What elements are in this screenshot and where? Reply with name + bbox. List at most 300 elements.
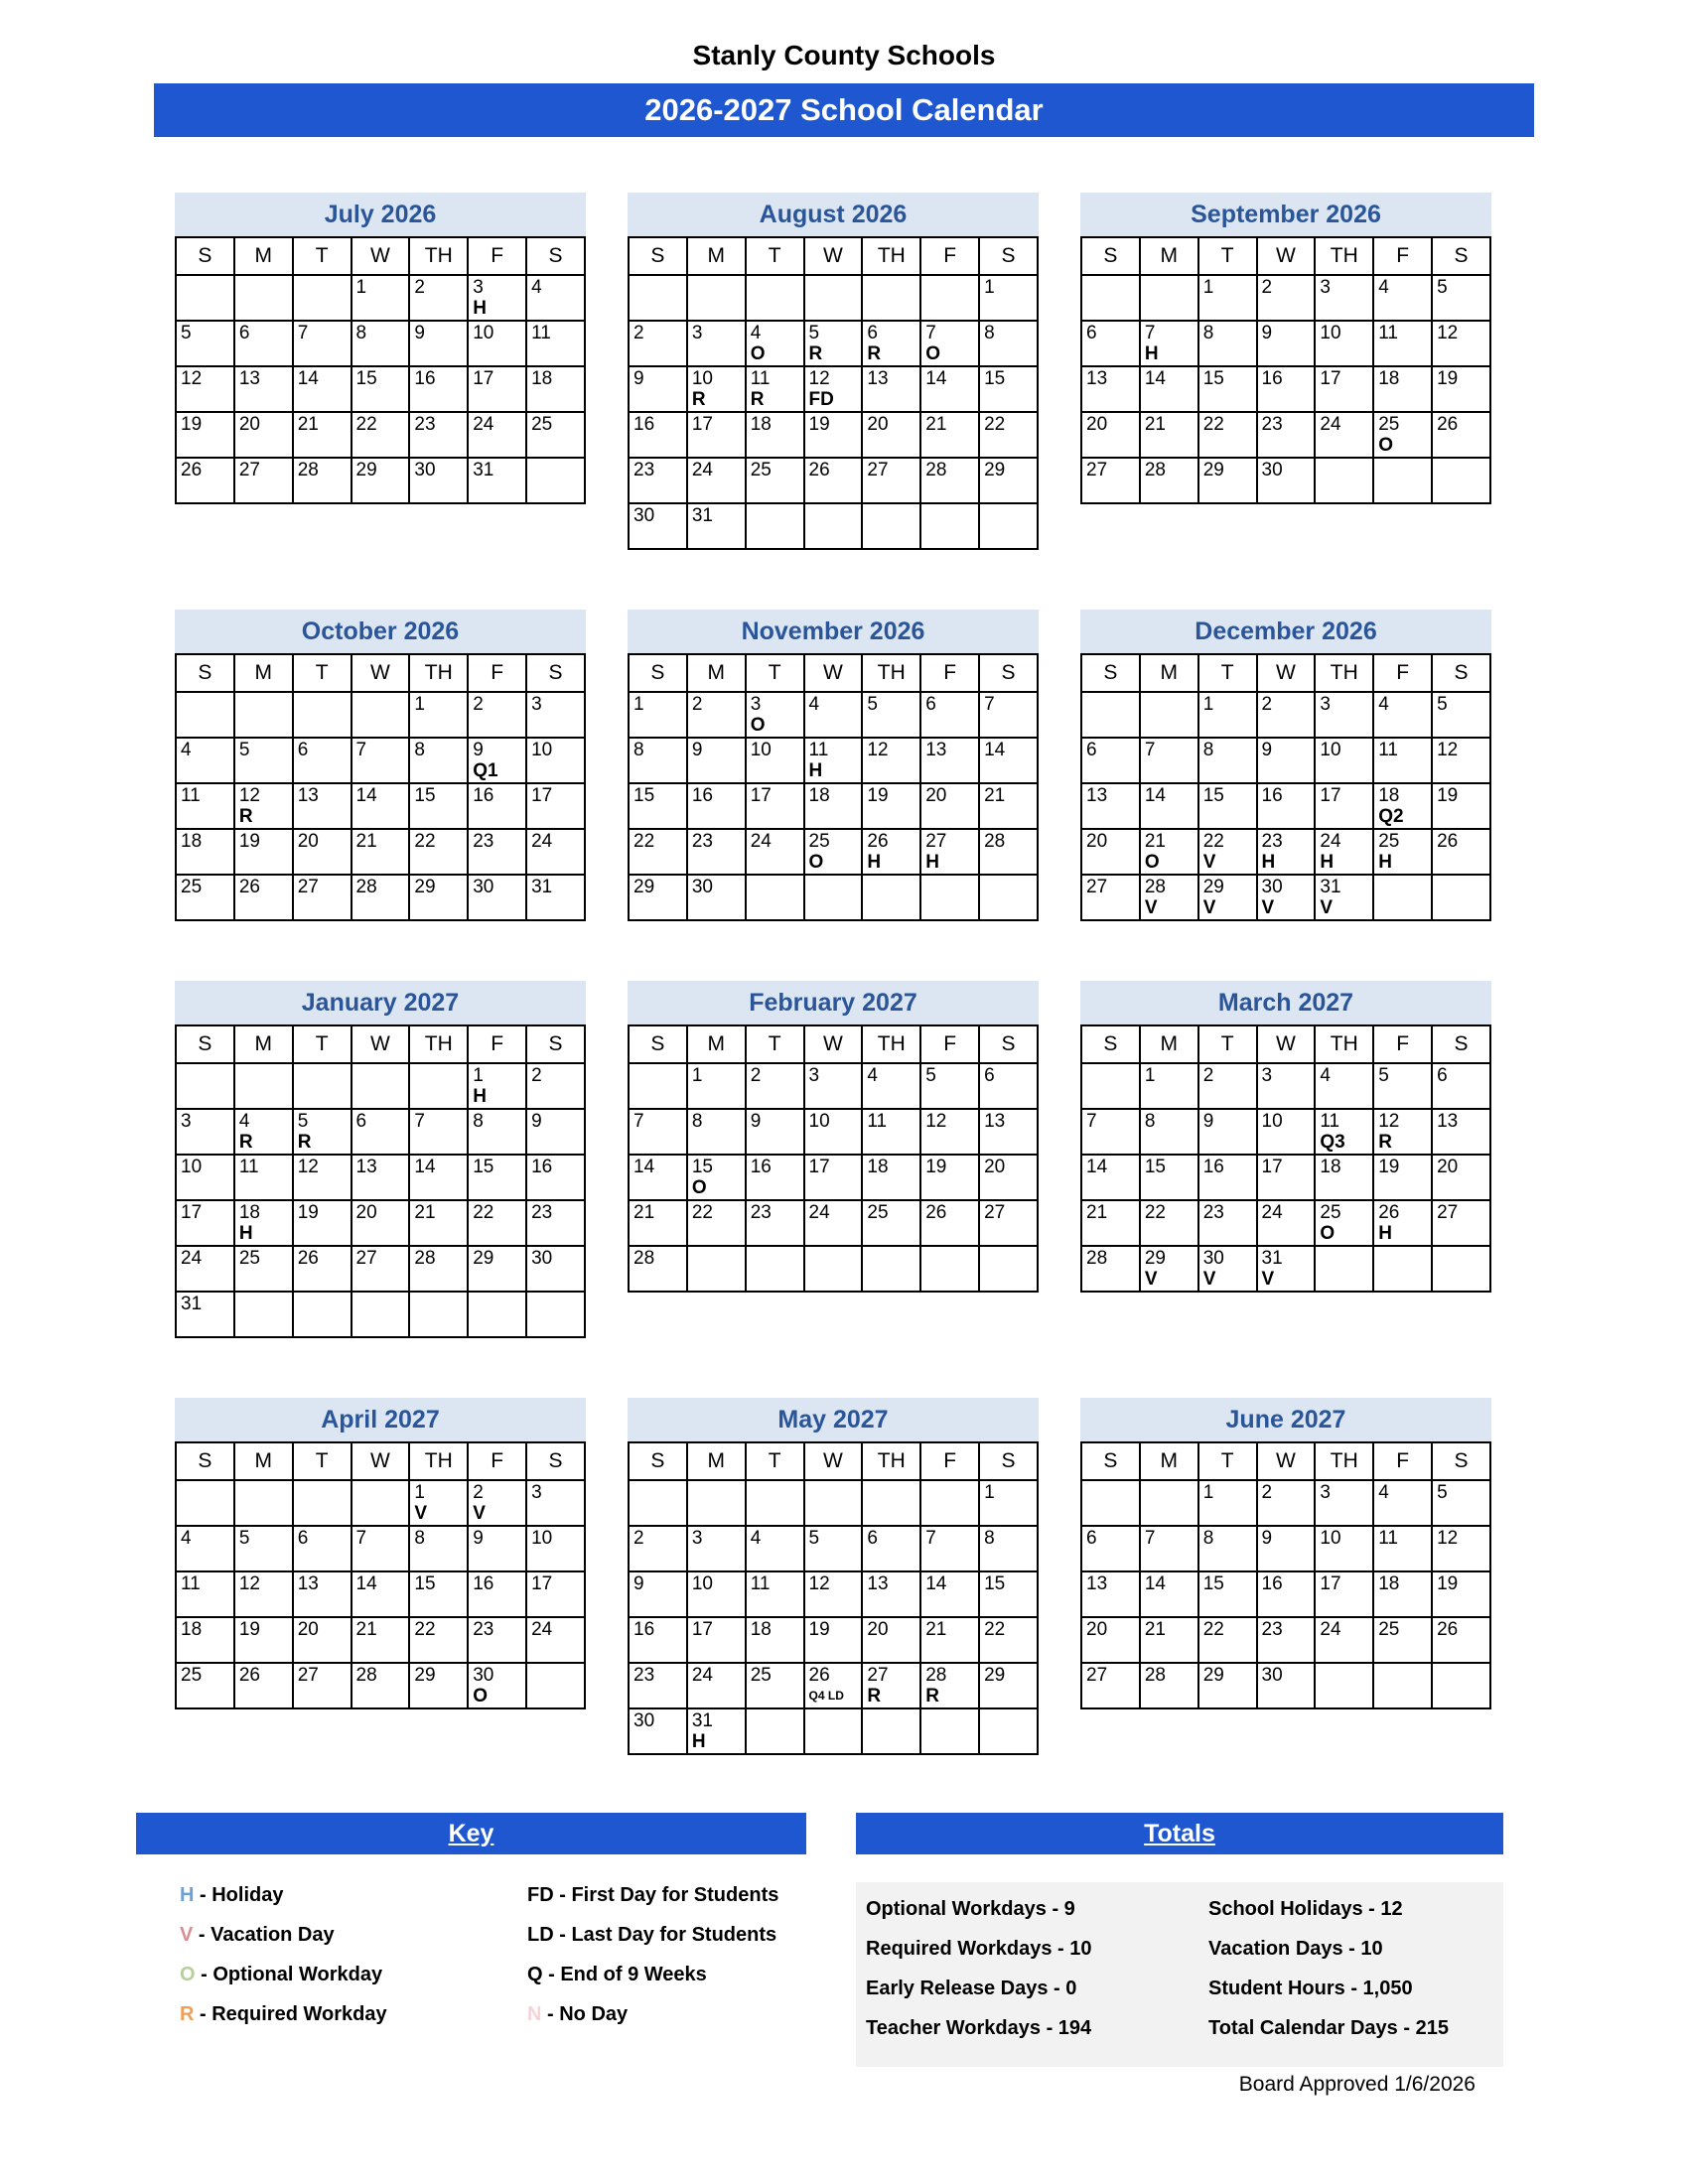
day-number: 12 — [925, 1111, 947, 1132]
day-number: 10 — [1320, 1528, 1341, 1549]
day-marker: V — [1320, 897, 1334, 918]
day-marker: O — [691, 1177, 707, 1198]
day-cell — [176, 275, 234, 321]
day-cell — [1315, 875, 1373, 920]
day-number: 1 — [1202, 1482, 1214, 1503]
bottom-section — [136, 1813, 1506, 2097]
day-cell — [1140, 1480, 1198, 1526]
day-marker: R — [808, 343, 823, 364]
key-item-h — [180, 1884, 527, 1924]
day-cell — [176, 692, 234, 738]
day-cell — [293, 829, 352, 875]
day-number: 13 — [1086, 368, 1108, 389]
day-cell — [629, 366, 687, 412]
day-number: 22 — [1202, 831, 1224, 852]
day-cell — [1198, 1526, 1257, 1571]
day-number: 14 — [925, 368, 947, 389]
day-cell — [293, 692, 352, 738]
day-cell — [920, 1663, 979, 1708]
day-number: 7 — [1144, 323, 1156, 343]
day-number: 8 — [984, 323, 995, 343]
day-cell — [234, 738, 293, 783]
day-number: 8 — [691, 1111, 703, 1132]
day-number: 18 — [181, 831, 203, 852]
day-cell — [629, 1571, 687, 1617]
day-cell — [862, 1663, 920, 1708]
day-cell — [804, 829, 863, 875]
day-number: 5 — [1437, 277, 1448, 298]
day-cell — [920, 1155, 979, 1200]
day-number: 27 — [867, 1665, 889, 1686]
day-number: 8 — [633, 740, 644, 760]
day-cell — [1432, 783, 1490, 829]
day-cell — [862, 503, 920, 549]
day-number: 11 — [1320, 1111, 1340, 1132]
day-number: 24 — [531, 831, 553, 852]
day-number: 14 — [355, 785, 377, 806]
day-number: 3 — [531, 1482, 542, 1503]
calendar-title-banner — [154, 83, 1534, 137]
day-marker: V — [473, 1503, 486, 1524]
day-number: 5 — [238, 1528, 250, 1549]
day-header: TH — [862, 1025, 920, 1063]
day-number: 19 — [1437, 785, 1459, 806]
month-table — [1080, 1441, 1491, 1709]
day-cell — [629, 1708, 687, 1754]
day-number: 22 — [984, 1619, 1006, 1640]
day-cell — [746, 1063, 804, 1109]
day-number: 2 — [414, 277, 425, 298]
day-number: 3 — [531, 694, 542, 715]
day-cell — [746, 692, 804, 738]
day-number: 29 — [1144, 1248, 1166, 1269]
day-marker: O — [1144, 852, 1160, 873]
day-cell — [293, 783, 352, 829]
day-cell — [293, 275, 352, 321]
day-cell — [862, 1200, 920, 1246]
day-number: 21 — [1144, 1619, 1166, 1640]
day-header: S — [979, 237, 1038, 275]
day-number: 12 — [808, 1573, 830, 1594]
day-cell — [862, 1246, 920, 1292]
day-number: 25 — [867, 1202, 889, 1223]
day-number: 15 — [633, 785, 655, 806]
day-cell — [468, 1063, 526, 1109]
day-header: F — [920, 237, 979, 275]
day-number: 5 — [1437, 1482, 1448, 1503]
day-number: 7 — [1144, 740, 1156, 760]
day-cell — [468, 1526, 526, 1571]
day-number: 18 — [238, 1202, 260, 1223]
day-header: M — [1140, 1442, 1198, 1480]
day-number: 10 — [1320, 323, 1341, 343]
day-number: 5 — [925, 1065, 936, 1086]
day-cell — [1257, 1526, 1316, 1571]
day-cell — [1257, 1571, 1316, 1617]
day-header: F — [468, 654, 526, 692]
day-number: 30 — [1261, 877, 1283, 897]
day-number: 20 — [1086, 831, 1108, 852]
day-number: 1 — [984, 1482, 995, 1503]
day-number: 9 — [473, 1528, 484, 1549]
day-number: 17 — [473, 368, 494, 389]
day-number: 26 — [867, 831, 889, 852]
day-header: S — [526, 1442, 585, 1480]
day-marker: H — [1261, 852, 1276, 873]
day-cell — [862, 1526, 920, 1571]
day-number: 6 — [1086, 1528, 1097, 1549]
day-number: 14 — [297, 368, 319, 389]
day-cell — [862, 783, 920, 829]
day-cell — [1432, 1063, 1490, 1109]
day-cell — [352, 738, 410, 783]
day-cell — [862, 1617, 920, 1663]
day-cell — [1140, 458, 1198, 503]
day-cell — [1315, 1155, 1373, 1200]
day-marker: R — [238, 1132, 253, 1153]
day-cell — [1140, 1155, 1198, 1200]
day-cell — [862, 1109, 920, 1155]
day-number: 14 — [1144, 1573, 1166, 1594]
day-number: 29 — [414, 877, 436, 897]
day-cell — [979, 366, 1038, 412]
day-number: 10 — [531, 1528, 553, 1549]
day-cell — [920, 1480, 979, 1526]
day-cell — [468, 1200, 526, 1246]
month-table — [628, 1441, 1039, 1755]
day-cell — [746, 1617, 804, 1663]
month-may-2027 — [628, 1398, 1039, 1755]
day-cell — [1198, 1063, 1257, 1109]
day-number: 10 — [808, 1111, 830, 1132]
day-cell — [409, 1155, 468, 1200]
day-number: 13 — [1086, 785, 1108, 806]
day-cell — [234, 783, 293, 829]
day-number: 1 — [355, 277, 367, 298]
totals-item: School Holidays - 12 — [1208, 1898, 1403, 1920]
day-cell — [746, 275, 804, 321]
totals-item: Optional Workdays - 9 — [866, 1898, 1075, 1920]
day-number: 30 — [691, 877, 713, 897]
day-cell — [1432, 321, 1490, 366]
month-title: September 2026 — [1080, 193, 1491, 236]
totals-block — [856, 1813, 1503, 2097]
day-cell — [629, 503, 687, 549]
day-cell — [176, 1063, 234, 1109]
day-cell — [979, 1663, 1038, 1708]
day-number: 23 — [1261, 831, 1283, 852]
day-number: 10 — [691, 1573, 713, 1594]
day-cell — [1081, 738, 1140, 783]
day-cell — [468, 829, 526, 875]
day-cell — [629, 738, 687, 783]
day-cell — [979, 783, 1038, 829]
day-number: 22 — [1202, 1619, 1224, 1640]
key-label: - Vacation Day — [193, 1924, 335, 1946]
day-marker: H — [867, 852, 882, 873]
month-title: February 2027 — [628, 981, 1039, 1024]
day-header: S — [629, 654, 687, 692]
day-cell — [687, 1708, 746, 1754]
day-cell — [746, 458, 804, 503]
month-january-2027 — [175, 981, 586, 1338]
day-cell — [920, 1617, 979, 1663]
day-marker: O — [473, 1686, 489, 1706]
day-cell — [746, 366, 804, 412]
day-number: 24 — [1320, 831, 1341, 852]
day-number: 23 — [473, 1619, 494, 1640]
day-cell — [687, 1246, 746, 1292]
day-number: 28 — [355, 1665, 377, 1686]
day-cell — [409, 875, 468, 920]
day-cell — [293, 1246, 352, 1292]
day-cell — [1373, 692, 1432, 738]
day-number: 25 — [1378, 831, 1400, 852]
day-cell — [629, 1109, 687, 1155]
day-marker: H — [1378, 852, 1392, 873]
day-cell — [979, 1063, 1038, 1109]
totals-col-left — [866, 1898, 1208, 2057]
day-cell — [1315, 1246, 1373, 1292]
day-cell — [1373, 1571, 1432, 1617]
day-cell — [234, 366, 293, 412]
day-cell — [409, 1292, 468, 1337]
day-marker: O — [925, 343, 941, 364]
day-number: 16 — [633, 414, 655, 435]
day-number: 4 — [867, 1065, 878, 1086]
day-number: 14 — [1086, 1157, 1108, 1177]
day-header: W — [352, 237, 410, 275]
day-cell — [920, 829, 979, 875]
day-cell — [526, 738, 585, 783]
day-number: 17 — [691, 414, 713, 435]
day-cell — [746, 875, 804, 920]
key-item-n — [527, 2003, 778, 2043]
day-cell — [1373, 1526, 1432, 1571]
day-cell — [1081, 321, 1140, 366]
day-number: 13 — [867, 368, 889, 389]
day-cell — [1198, 321, 1257, 366]
day-header: TH — [862, 654, 920, 692]
day-number: 20 — [1086, 1619, 1108, 1640]
day-number: 30 — [633, 1710, 655, 1731]
day-number: 15 — [473, 1157, 494, 1177]
day-header: S — [1432, 1025, 1490, 1063]
day-cell — [176, 1480, 234, 1526]
day-cell — [629, 783, 687, 829]
day-cell — [1373, 1480, 1432, 1526]
day-number: 18 — [1320, 1157, 1341, 1177]
day-number: 7 — [297, 323, 309, 343]
day-cell — [468, 875, 526, 920]
day-cell — [1081, 1480, 1140, 1526]
day-number: 7 — [925, 1528, 936, 1549]
day-number: 25 — [181, 877, 203, 897]
day-number: 3 — [691, 323, 703, 343]
day-header: F — [1373, 237, 1432, 275]
day-number: 19 — [181, 414, 203, 435]
day-number: 2 — [633, 1528, 644, 1549]
day-number: 10 — [750, 740, 772, 760]
day-number: 28 — [925, 460, 947, 480]
day-number: 19 — [925, 1157, 947, 1177]
day-cell — [1257, 1246, 1316, 1292]
day-number: 27 — [925, 831, 947, 852]
day-number: 21 — [1086, 1202, 1108, 1223]
day-number: 4 — [1378, 694, 1389, 715]
day-marker: R — [297, 1132, 312, 1153]
key-col-right — [527, 1884, 778, 2043]
day-cell — [293, 1200, 352, 1246]
day-cell — [1081, 783, 1140, 829]
day-number: 4 — [750, 323, 762, 343]
day-cell — [1257, 366, 1316, 412]
key-code: N — [527, 2003, 542, 2025]
day-cell — [979, 1200, 1038, 1246]
day-number: 26 — [297, 1248, 319, 1269]
day-header: F — [468, 237, 526, 275]
day-number: 23 — [691, 831, 713, 852]
day-header: F — [1373, 1025, 1432, 1063]
day-cell — [1140, 1109, 1198, 1155]
day-marker: Q4 LD — [808, 1689, 844, 1703]
day-header: W — [804, 237, 863, 275]
day-number: 1 — [473, 1065, 484, 1086]
day-header: S — [1081, 1442, 1140, 1480]
day-cell — [526, 1571, 585, 1617]
day-cell — [1315, 783, 1373, 829]
day-number: 27 — [355, 1248, 377, 1269]
day-marker: R — [750, 389, 765, 410]
key-item-q — [527, 1964, 778, 2003]
day-marker: H — [925, 852, 939, 873]
month-september-2026 — [1080, 193, 1491, 504]
day-cell — [1198, 1480, 1257, 1526]
day-cell — [409, 412, 468, 458]
day-cell — [1198, 1155, 1257, 1200]
day-number: 1 — [691, 1065, 703, 1086]
day-cell — [862, 692, 920, 738]
day-number: 9 — [531, 1111, 542, 1132]
day-cell — [352, 1155, 410, 1200]
day-number: 3 — [1320, 694, 1331, 715]
day-number: 13 — [1437, 1111, 1459, 1132]
day-number: 31 — [1261, 1248, 1283, 1269]
day-header: F — [1373, 1442, 1432, 1480]
day-cell — [687, 783, 746, 829]
day-cell — [746, 1200, 804, 1246]
day-cell — [687, 458, 746, 503]
day-number: 10 — [531, 740, 553, 760]
day-cell — [526, 1155, 585, 1200]
day-cell — [629, 1063, 687, 1109]
day-cell — [352, 1063, 410, 1109]
day-number: 16 — [1202, 1157, 1224, 1177]
day-cell — [687, 875, 746, 920]
day-header: S — [629, 237, 687, 275]
day-number: 16 — [473, 785, 494, 806]
day-number: 8 — [355, 323, 367, 343]
day-number: 11 — [181, 1573, 201, 1594]
day-cell — [1373, 366, 1432, 412]
day-cell — [804, 1480, 863, 1526]
day-header: T — [1198, 1025, 1257, 1063]
day-number: 4 — [1320, 1065, 1331, 1086]
day-cell — [409, 783, 468, 829]
day-number: 22 — [414, 1619, 436, 1640]
totals-col-right — [1208, 1898, 1449, 2057]
month-title: December 2026 — [1080, 610, 1491, 653]
day-cell — [862, 1063, 920, 1109]
day-number: 3 — [473, 277, 484, 298]
day-cell — [234, 321, 293, 366]
day-cell — [746, 1480, 804, 1526]
day-cell — [176, 829, 234, 875]
day-number: 24 — [1261, 1202, 1283, 1223]
day-cell — [176, 1571, 234, 1617]
day-number: 16 — [1261, 785, 1283, 806]
day-cell — [1257, 1663, 1316, 1708]
day-cell — [409, 1200, 468, 1246]
day-header: W — [352, 654, 410, 692]
day-number: 13 — [297, 1573, 319, 1594]
day-number: 5 — [808, 1528, 820, 1549]
day-cell — [468, 1663, 526, 1708]
day-number: 12 — [181, 368, 203, 389]
day-cell — [468, 1571, 526, 1617]
day-number: 13 — [238, 368, 260, 389]
day-number: 25 — [531, 414, 553, 435]
key-code: V — [180, 1924, 194, 1946]
day-marker: O — [1378, 435, 1394, 456]
month-april-2027 — [175, 1398, 586, 1709]
day-cell — [1315, 458, 1373, 503]
day-cell — [629, 275, 687, 321]
day-cell — [746, 1663, 804, 1708]
day-number: 28 — [925, 1665, 947, 1686]
key-title: Key — [448, 1819, 494, 1847]
day-number: 25 — [1378, 1619, 1400, 1640]
day-cell — [176, 1663, 234, 1708]
day-header: TH — [409, 1442, 468, 1480]
day-cell — [409, 1063, 468, 1109]
day-header: TH — [409, 654, 468, 692]
day-number: 25 — [750, 1665, 772, 1686]
day-cell — [804, 366, 863, 412]
day-cell — [979, 1155, 1038, 1200]
day-number: 4 — [808, 694, 820, 715]
day-cell — [526, 692, 585, 738]
day-cell — [1432, 412, 1490, 458]
day-header: M — [687, 1025, 746, 1063]
day-cell — [352, 1571, 410, 1617]
day-header: TH — [862, 237, 920, 275]
day-cell — [1257, 1155, 1316, 1200]
key-item-fd — [527, 1884, 778, 1924]
day-number: 13 — [1086, 1573, 1108, 1594]
key-code: LD — [527, 1924, 554, 1946]
day-number: 31 — [691, 505, 713, 526]
day-header: W — [1257, 1025, 1316, 1063]
day-cell — [409, 1480, 468, 1526]
key-label: - Holiday — [194, 1884, 284, 1906]
key-code: R — [180, 2003, 195, 2025]
day-number: 26 — [1378, 1202, 1400, 1223]
day-number: 9 — [1261, 323, 1273, 343]
day-number: 19 — [238, 831, 260, 852]
day-cell — [920, 1526, 979, 1571]
day-cell — [1081, 1526, 1140, 1571]
